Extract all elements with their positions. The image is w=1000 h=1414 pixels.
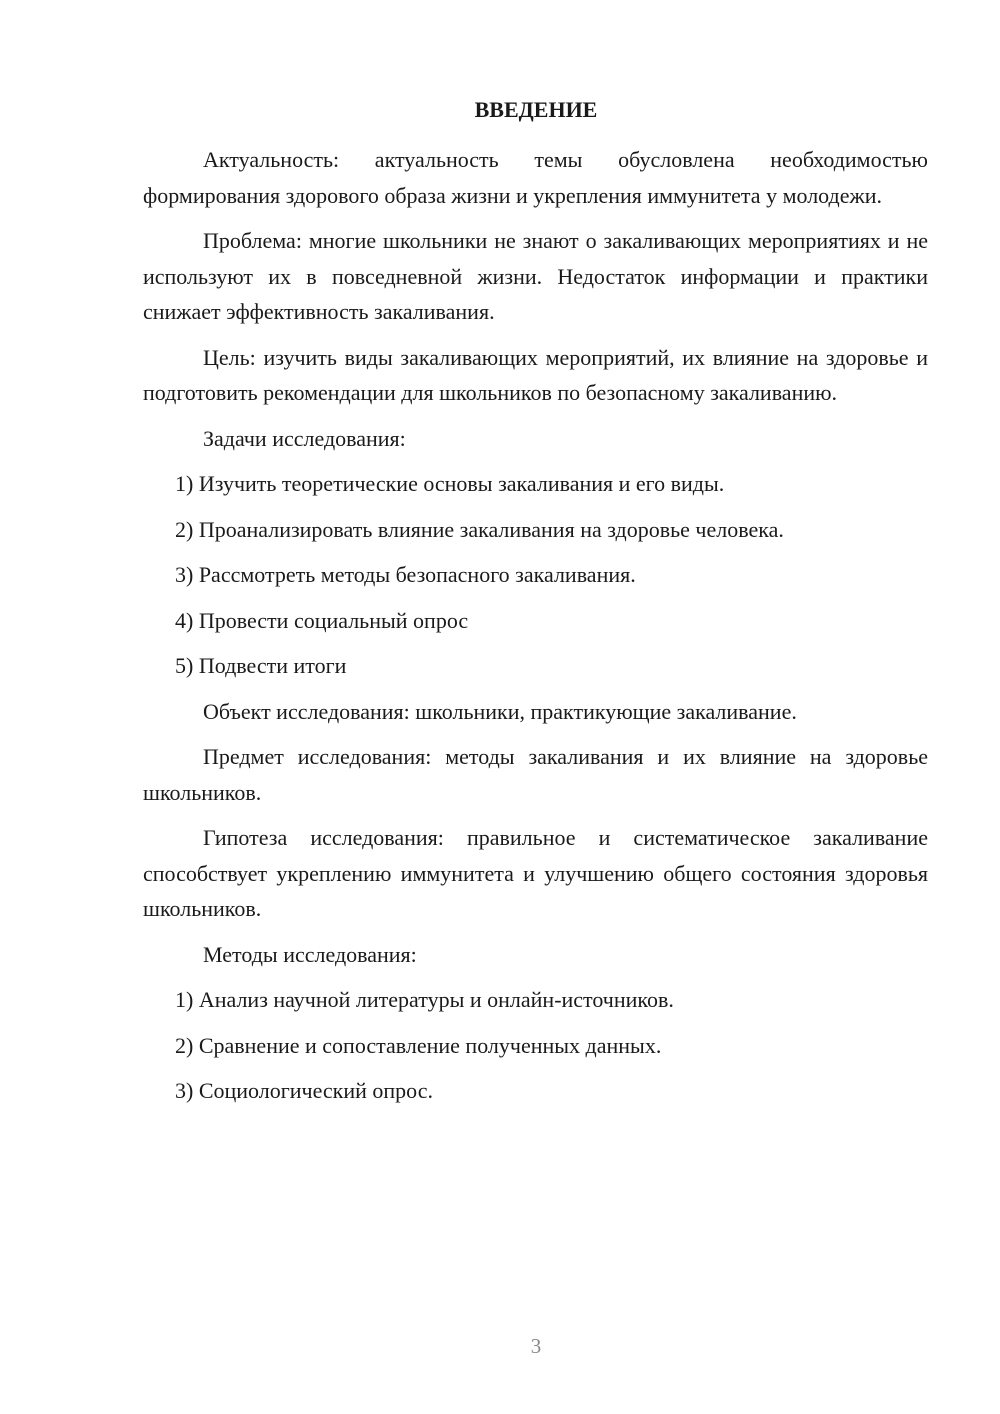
task-item: 1) Изучить теоретические основы закаливания и его виды. <box>175 471 725 496</box>
method-item: 1) Анализ научной литературы и онлайн-источников. <box>175 987 674 1012</box>
page-number: 3 <box>530 1334 542 1358</box>
method-item: 2) Сравнение и сопоставление полученных данных. <box>175 1032 662 1058</box>
method-item: 3) Социологический опрос. <box>175 1078 433 1103</box>
subject-paragraph: Предмет исследования: методы закаливания и их влияние на здоровье школьников. <box>143 744 928 805</box>
task-item: 4) Провести социальный опрос <box>175 607 469 633</box>
relevance-paragraph: Актуальность: актуальность темы обусловлена необходимостью формирования здорового образа жизни и укрепления иммунитета у молодежи. <box>143 147 928 208</box>
object-paragraph: Объект исследования: школьники, практикующие закаливание. <box>203 698 797 724</box>
hypothesis-paragraph: Гипотеза исследования: правильное и систематическое закаливание способствует укреплению иммунитета и улучшению общего состояния здоровья школьников. <box>143 825 928 921</box>
tasks-heading: Задачи исследования: <box>203 425 406 451</box>
methods-heading: Методы исследования: <box>203 941 417 967</box>
goal-paragraph: Цель: изучить виды закаливающих мероприятий, их влияние на здоровье и подготовить рекомендации для школьников по безопасному закаливанию. <box>143 344 928 405</box>
task-item: 5) Подвести итоги <box>175 653 347 678</box>
task-item: 3) Рассмотреть методы безопасного закаливания. <box>175 562 636 587</box>
problem-paragraph: Проблема: многие школьники не знают о закаливающих мероприятиях и не используют их в повседневной жизни. Недостаток информации и практики снижает эффективность закаливания. <box>143 228 928 324</box>
task-item: 2) Проанализировать влияние закаливания на здоровье человека. <box>175 516 784 542</box>
document-body <box>143 142 928 1119</box>
page-title: ВВЕДЕНИЕ <box>474 97 598 122</box>
